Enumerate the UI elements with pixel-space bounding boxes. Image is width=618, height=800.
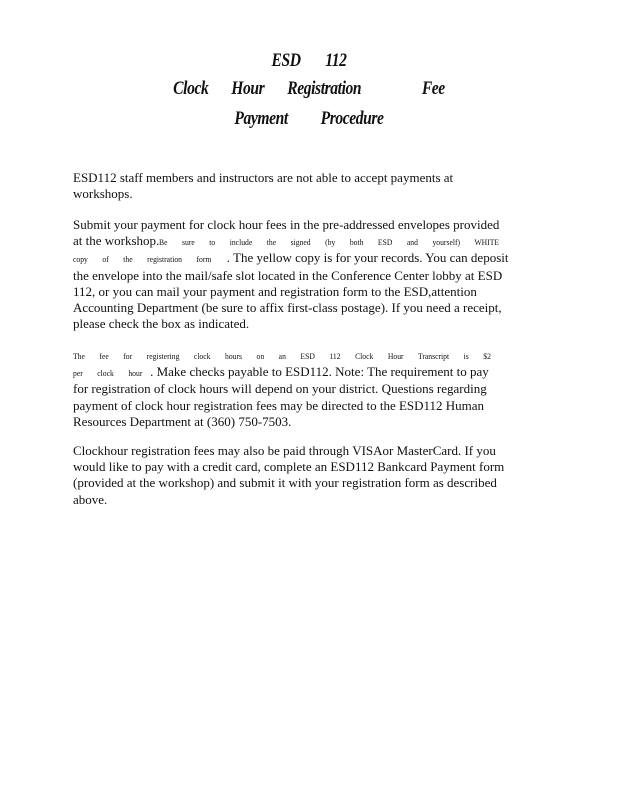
title-word: Payment: [234, 108, 288, 129]
paragraph-submit-payment: [73, 217, 543, 332]
title-word: 112: [325, 50, 347, 71]
text-line: would like to pay with a credit card, complete an ESD112 Bankcard Payment form: [73, 459, 505, 475]
title-word: Procedure: [320, 108, 384, 129]
text-line: for registration of clock hours will depend on your district. Questions regarding: [73, 381, 487, 397]
text-line: payment of clock hour registration fees may be directed to the ESD112 Human: [73, 397, 485, 413]
text-segment: . The yellow copy is for your records. You can deposit: [226, 250, 509, 266]
text-segment: . Make checks payable to ESD112. Note: The requirement to pay: [150, 364, 489, 380]
title-line-1: [56, 50, 563, 72]
paragraph-no-payments: [73, 170, 543, 202]
title-word: Hour: [231, 78, 265, 99]
text-line: Clockhour registration fees may also be paid through VISAor MasterCard. If you: [73, 443, 496, 458]
title-word: Clock: [173, 78, 209, 99]
title-word: Registration: [287, 78, 362, 99]
text-line: above.: [73, 491, 108, 507]
text-line: (provided at the workshop) and submit it with your registration form as described: [73, 475, 497, 491]
text-line: the envelope into the mail/safe slot located in the Conference Center lobby at ESD: [73, 267, 503, 283]
text-line: please check the box as indicated.: [73, 316, 250, 332]
text-line: Resources Department at (360) 750-7503.: [73, 413, 292, 429]
small-text-segment: copy of the registration form: [73, 254, 212, 265]
small-text-segment: The fee for registering clock hours on an ESD 112 Clock Hour Transcript is $2: [73, 351, 491, 361]
text-line: Submit your payment for clock hour fees in the pre-addressed envelopes provided: [73, 217, 500, 232]
text-line: ESD112 staff members and instructors are not able to accept payments at: [73, 170, 454, 185]
title-word: ESD: [271, 50, 301, 71]
text-line: [73, 250, 543, 267]
text-line: [73, 347, 543, 364]
text-line: workshops.: [73, 186, 133, 202]
small-text-segment: per clock hour: [73, 368, 143, 379]
small-text-segment: Be sure to include the signed (by both ESD and yourself) WHITE: [159, 237, 500, 248]
text-line: Accounting Department (be sure to affix first-class postage). If you need a receipt,: [73, 300, 502, 316]
title-line-2: [56, 78, 563, 100]
text-line: 112, or you can mail your payment and registration form to the ESD,attention: [73, 283, 477, 299]
paragraph-fee-amount: [73, 347, 543, 430]
title-line-3: [56, 108, 563, 130]
text-line: [73, 233, 543, 250]
text-line: [73, 364, 543, 381]
paragraph-credit-card: [73, 443, 543, 508]
text-segment: at the workshop.: [73, 233, 160, 249]
title-word: Fee: [421, 78, 445, 99]
